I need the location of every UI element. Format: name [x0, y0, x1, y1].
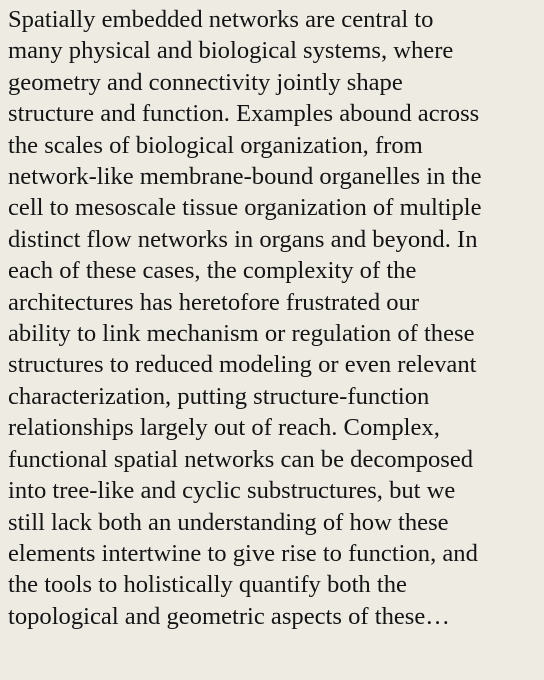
- abstract-paragraph: Spatially embedded networks are central to many physical and biological systems, where geometry and connectivity jointly shape structure and function. Examples abound across the scales of biological organization, from network-like membrane-bound organelles in the cell to mesoscale tissue organization of multiple distinct flow networks in organs and beyond. In each of these cases, the complexity of the architectures has heretofore frustrated our ability to link mechanism or regulation of these structures to reduced modeling or even relevant characterization, putting structure-function relationships largely out of reach. Complex, functional spatial networks can be decomposed into tree-like and cyclic substructures, but we still lack both an understanding of how these elements intertwine to give rise to function, and the tools to holistically quantify both the topological and geometric aspects of these…: [8, 6, 482, 630]
